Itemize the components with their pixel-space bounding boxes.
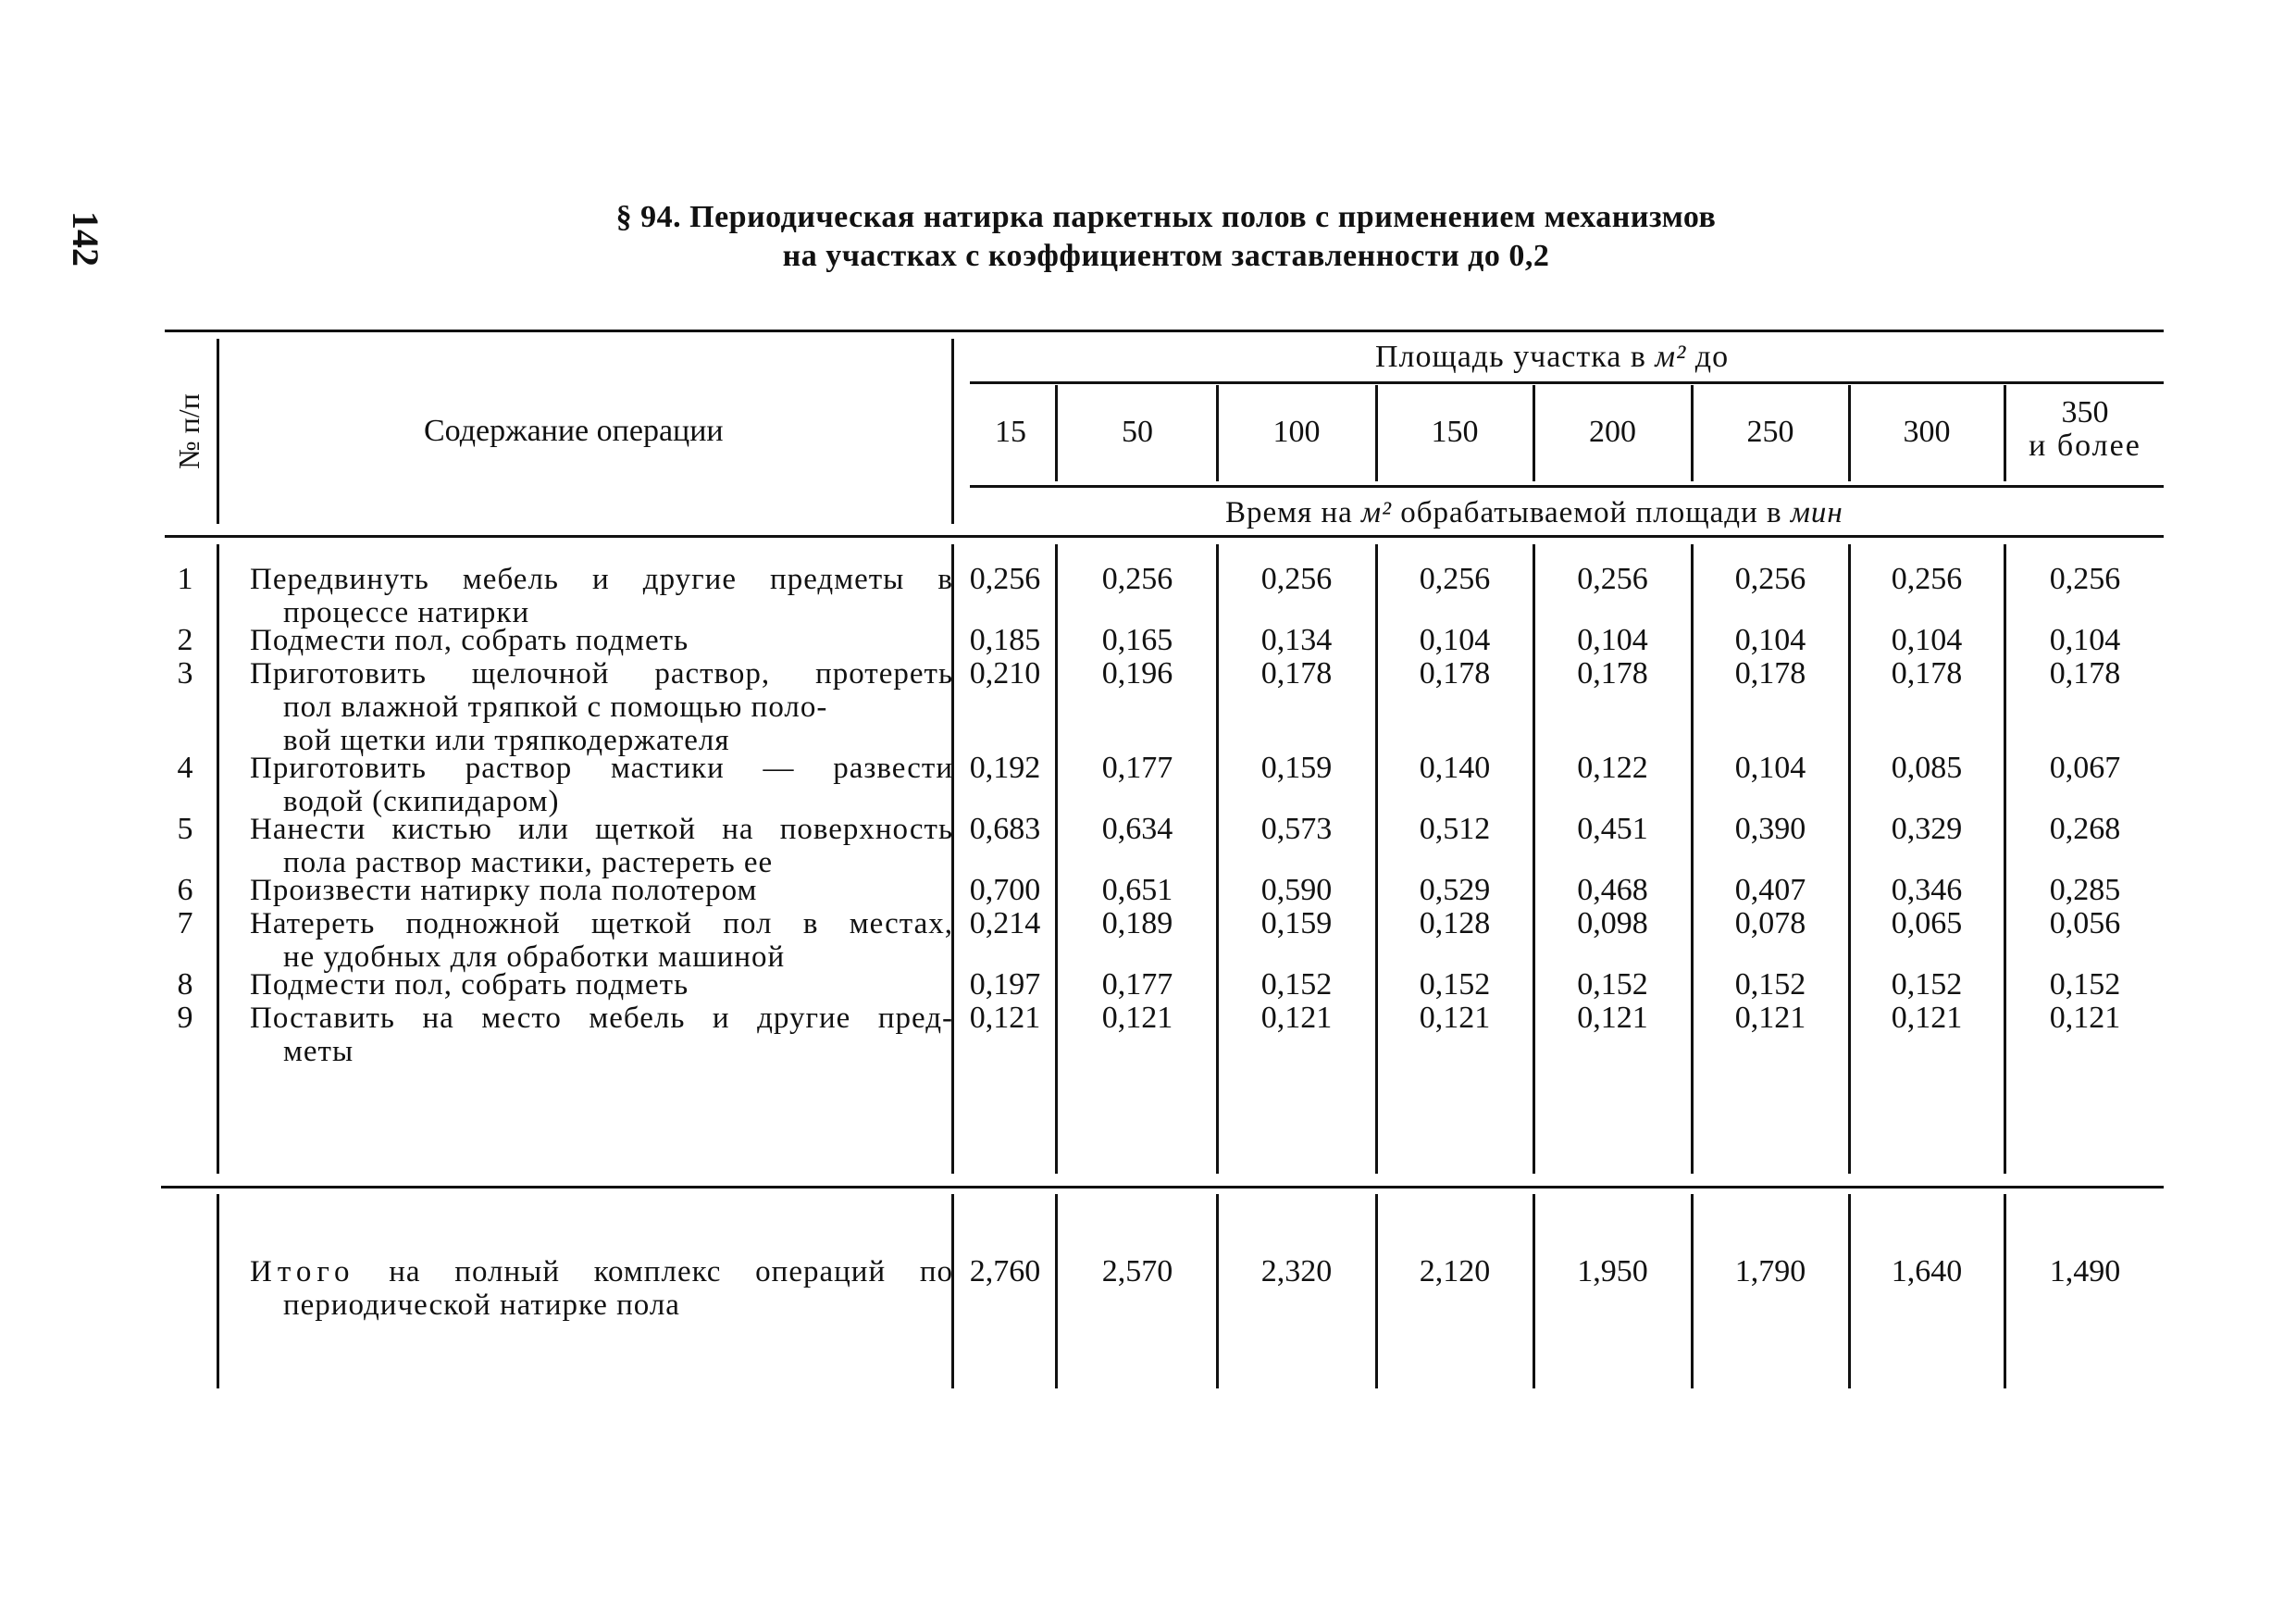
time-value-cell: 0,256 <box>1260 562 1333 596</box>
area-col-header: 50 <box>1122 415 1153 449</box>
time-value-cell: 0,329 <box>1891 812 1963 846</box>
time-value-cell: 0,104 <box>1419 623 1491 657</box>
time-value-cell: 0,152 <box>2049 967 2121 1002</box>
col-num-header: № п/п <box>172 393 205 469</box>
time-value-cell: 0,056 <box>2049 906 2121 940</box>
operation-line: Произвести натирку пола полотером <box>250 874 758 907</box>
time-value-cell: 0,256 <box>1577 562 1648 596</box>
section-title <box>518 198 1814 276</box>
time-value-cell: 0,700 <box>969 873 1041 907</box>
row-number: 4 <box>177 751 193 785</box>
time-value-cell: 0,122 <box>1577 751 1648 785</box>
total-value-cell: 1,490 <box>2049 1254 2121 1288</box>
time-value-cell: 0,573 <box>1260 812 1333 846</box>
row-number: 2 <box>177 623 193 657</box>
operation-text <box>250 1002 953 1068</box>
time-value-cell: 0,256 <box>1419 562 1491 596</box>
total-label-rest: на полный комплекс операций по <box>354 1255 953 1288</box>
time-value-cell: 0,268 <box>2049 812 2121 846</box>
area-col-header: 150 <box>1431 415 1479 449</box>
row-number: 1 <box>177 562 193 596</box>
operation-line: Натереть подножной щеткой пол в местах, <box>250 907 953 940</box>
title-line-2: на участках с коэффициентом заставленности до 0,2 <box>782 239 1550 273</box>
time-value-cell: 0,104 <box>2049 623 2121 657</box>
total-label-word: Итого <box>250 1255 355 1288</box>
area-col-header: 300 <box>1903 415 1951 449</box>
area-last-line-2: и более <box>2029 429 2141 463</box>
time-value-cell: 0,214 <box>969 906 1041 940</box>
total-divider <box>1216 1194 1219 1388</box>
operation-line: не удобных для обработки машиной <box>283 940 786 974</box>
time-value-cell: 0,178 <box>2049 656 2121 691</box>
total-value-cell: 2,120 <box>1419 1254 1491 1288</box>
time-header-suffix: мин <box>1790 496 1843 529</box>
time-value-cell: 0,152 <box>1260 967 1333 1002</box>
total-label-line-2: периодической натирке пола <box>283 1288 680 1322</box>
time-value-cell: 0,178 <box>1577 656 1648 691</box>
table-top-rule <box>165 330 2164 332</box>
row-number: 7 <box>177 906 193 940</box>
row-number: 6 <box>177 873 193 907</box>
operation-line: Приготовить щелочной раствор, протереть <box>250 657 953 691</box>
area-header-suffix: до <box>1686 340 1730 374</box>
total-separator-rule <box>161 1186 2164 1189</box>
area-header-unit: м² <box>1655 340 1687 374</box>
time-value-cell: 0,152 <box>1577 967 1648 1002</box>
total-value-cell: 1,640 <box>1891 1254 1963 1288</box>
time-value-cell: 0,121 <box>1101 1001 1173 1035</box>
total-divider <box>2004 1194 2006 1388</box>
time-value-cell: 0,256 <box>2049 562 2121 596</box>
col-num-divider <box>217 339 219 524</box>
time-value-cell: 0,085 <box>1891 751 1963 785</box>
time-value-cell: 0,121 <box>1260 1001 1333 1035</box>
time-value-cell: 0,067 <box>2049 751 2121 785</box>
operation-line: Нанести кистью или щеткой на поверхность <box>250 813 953 846</box>
time-value-cell: 0,512 <box>1419 812 1491 846</box>
time-value-cell: 0,121 <box>1577 1001 1648 1035</box>
time-value-cell: 0,590 <box>1260 873 1333 907</box>
time-value-cell: 0,189 <box>1101 906 1173 940</box>
time-value-cell: 0,152 <box>1419 967 1491 1002</box>
time-value-cell: 0,634 <box>1101 812 1173 846</box>
time-value-cell: 0,196 <box>1101 656 1173 691</box>
time-value-cell: 0,346 <box>1891 873 1963 907</box>
area-header-prefix: Площадь участка в <box>1375 340 1656 374</box>
time-value-cell: 0,192 <box>969 751 1041 785</box>
time-value-cell: 0,159 <box>1260 906 1333 940</box>
time-value-cell: 0,104 <box>1891 623 1963 657</box>
time-value-cell: 0,177 <box>1101 751 1173 785</box>
operation-text <box>250 563 953 629</box>
row-number: 3 <box>177 656 193 691</box>
area-col-header: 200 <box>1589 415 1636 449</box>
time-value-cell: 0,651 <box>1101 873 1173 907</box>
col-op-divider <box>951 339 954 524</box>
operation-line: пол влажной тряпкой с помощью поло- <box>283 691 828 724</box>
operation-text <box>250 968 953 1002</box>
row-number: 5 <box>177 812 193 846</box>
time-value-cell: 0,390 <box>1734 812 1806 846</box>
time-value-cell: 0,152 <box>1891 967 1963 1002</box>
operation-line: Подмести пол, собрать подметь <box>250 968 689 1002</box>
operation-text <box>250 907 953 974</box>
operation-line: пола раствор мастики, растереть ее <box>283 846 774 879</box>
time-value-cell: 0,178 <box>1891 656 1963 691</box>
time-value-cell: 0,178 <box>1734 656 1806 691</box>
time-value-cell: 0,065 <box>1891 906 1963 940</box>
total-divider <box>217 1194 219 1388</box>
total-label <box>250 1255 953 1322</box>
total-divider <box>1533 1194 1535 1388</box>
time-header-prefix: Время на <box>1225 496 1362 529</box>
operation-line: меты <box>283 1035 354 1068</box>
total-value-cell: 1,790 <box>1734 1254 1806 1288</box>
area-header <box>1375 341 1729 374</box>
operation-text <box>250 813 953 879</box>
time-value-cell: 0,104 <box>1734 751 1806 785</box>
time-value-cell: 0,165 <box>1101 623 1173 657</box>
time-value-cell: 0,104 <box>1734 623 1806 657</box>
total-divider <box>1848 1194 1851 1388</box>
time-value-cell: 0,197 <box>969 967 1041 1002</box>
time-header <box>1225 496 1843 529</box>
operation-line: Передвинуть мебель и другие предметы в <box>250 563 953 596</box>
norms-table <box>165 330 2164 1394</box>
total-divider <box>1055 1194 1058 1388</box>
time-header-unit: м² <box>1361 496 1392 529</box>
area-col-header: 250 <box>1746 415 1794 449</box>
time-value-cell: 0,121 <box>1891 1001 1963 1035</box>
operation-line: водой (скипидаром) <box>283 785 560 818</box>
body-divider <box>1055 544 1058 1174</box>
time-value-cell: 0,210 <box>969 656 1041 691</box>
time-header-middle: обрабатываемой площади в <box>1392 496 1791 529</box>
time-value-cell: 0,177 <box>1101 967 1173 1002</box>
area-col-header-last <box>2006 396 2164 463</box>
time-value-cell: 0,529 <box>1419 873 1491 907</box>
operation-line: Подмести пол, собрать подметь <box>250 624 689 657</box>
time-value-cell: 0,104 <box>1577 623 1648 657</box>
time-value-cell: 0,178 <box>1260 656 1333 691</box>
body-divider <box>217 544 219 1174</box>
area-header-rule <box>970 381 2164 384</box>
time-value-cell: 0,451 <box>1577 812 1648 846</box>
total-value-cell: 1,950 <box>1577 1254 1648 1288</box>
time-header-rule <box>970 485 2164 488</box>
operation-line: процессе натирки <box>283 596 530 629</box>
header-bottom-rule <box>165 535 2164 538</box>
time-value-cell: 0,256 <box>1734 562 1806 596</box>
area-col-header: 15 <box>995 415 1026 449</box>
operation-text <box>250 624 953 657</box>
row-number: 9 <box>177 1001 193 1035</box>
time-value-cell: 0,159 <box>1260 751 1333 785</box>
page-number: 142 <box>65 211 106 267</box>
total-divider <box>1691 1194 1694 1388</box>
time-value-cell: 0,178 <box>1419 656 1491 691</box>
time-value-cell: 0,078 <box>1734 906 1806 940</box>
time-value-cell: 0,256 <box>969 562 1041 596</box>
time-value-cell: 0,134 <box>1260 623 1333 657</box>
total-value-cell: 2,570 <box>1101 1254 1173 1288</box>
time-value-cell: 0,098 <box>1577 906 1648 940</box>
time-value-cell: 0,683 <box>969 812 1041 846</box>
time-value-cell: 0,128 <box>1419 906 1491 940</box>
row-number: 8 <box>177 967 193 1002</box>
time-value-cell: 0,121 <box>969 1001 1041 1035</box>
time-value-cell: 0,468 <box>1577 873 1648 907</box>
col-op-header: Содержание операции <box>424 414 724 448</box>
time-value-cell: 0,256 <box>1101 562 1173 596</box>
area-col-header: 100 <box>1272 415 1321 449</box>
time-value-cell: 0,256 <box>1891 562 1963 596</box>
operation-line: Приготовить раствор мастики — развести <box>250 752 953 785</box>
title-line-1: § 94. Периодическая натирка паркетных полов с применением механизмов <box>615 200 1717 234</box>
time-value-cell: 0,121 <box>2049 1001 2121 1035</box>
time-value-cell: 0,121 <box>1419 1001 1491 1035</box>
operation-text <box>250 874 953 907</box>
time-value-cell: 0,407 <box>1734 873 1806 907</box>
time-value-cell: 0,121 <box>1734 1001 1806 1035</box>
total-divider <box>1375 1194 1378 1388</box>
time-value-cell: 0,140 <box>1419 751 1491 785</box>
operation-line: вой щетки или тряпкодержателя <box>283 724 730 757</box>
time-value-cell: 0,185 <box>969 623 1041 657</box>
operation-line: Поставить на место мебель и другие пред- <box>250 1002 953 1035</box>
total-value-cell: 2,760 <box>969 1254 1041 1288</box>
operation-text <box>250 752 953 818</box>
operation-text <box>250 657 953 757</box>
total-value-cell: 2,320 <box>1260 1254 1333 1288</box>
area-last-line-1: 350 <box>2061 395 2109 429</box>
time-value-cell: 0,152 <box>1734 967 1806 1002</box>
time-value-cell: 0,285 <box>2049 873 2121 907</box>
